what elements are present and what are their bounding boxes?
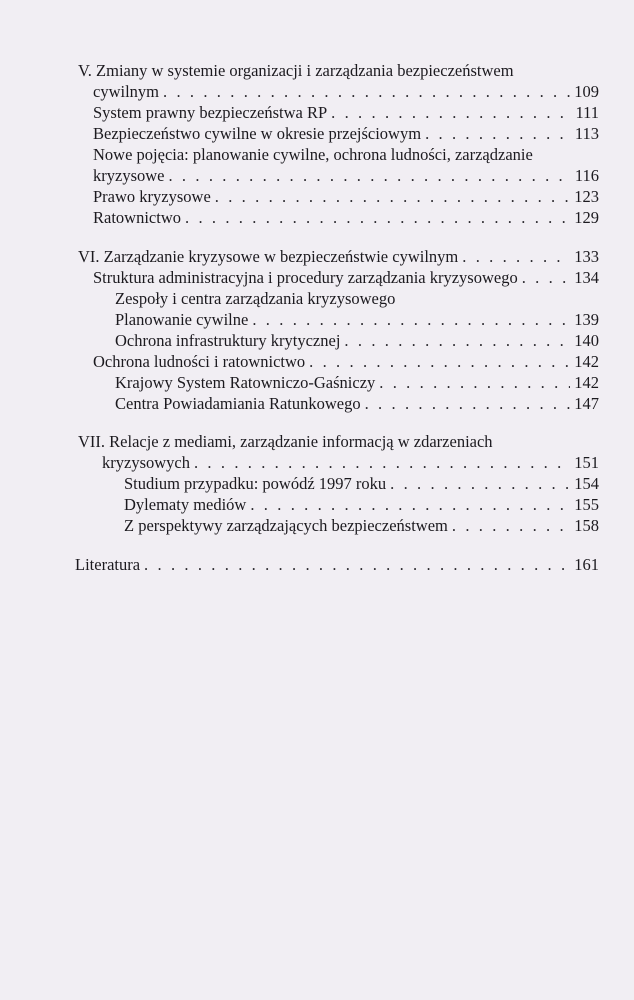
toc-bibliography [75, 554, 599, 575]
page-number: 129 [574, 208, 599, 227]
dot-leader [425, 123, 571, 144]
chapter-heading: VII. Relacje z mediami, zarządzanie informacją w zdarzeniach [78, 432, 493, 451]
section-title: System prawny bezpieczeństwa RP [93, 103, 328, 122]
page-number: 140 [574, 331, 599, 350]
subsection-title: Centra Powiadamiania Ratunkowego [115, 394, 361, 413]
toc-item [93, 207, 599, 228]
page-number: 111 [575, 103, 599, 122]
bibliography-title: Literatura [75, 555, 141, 574]
page-number: 158 [574, 516, 599, 535]
toc-line [115, 309, 599, 330]
page-number: 109 [574, 82, 599, 101]
toc-item [124, 515, 599, 536]
dot-leader [309, 351, 570, 372]
page-number: 151 [574, 453, 599, 472]
chapter-heading-cont: cywilnym [93, 82, 159, 101]
dot-leader [365, 393, 571, 414]
toc-item [93, 267, 599, 288]
toc-item [124, 494, 599, 515]
section-title: Bezpieczeństwo cywilne w okresie przejściowym [93, 124, 422, 143]
toc-item [93, 144, 599, 186]
chapter-heading-cont: kryzysowych [102, 453, 190, 472]
section-title: Prawo kryzysowe [93, 187, 211, 206]
section-title: Z perspektywy zarządzających bezpieczeństwem [124, 516, 448, 535]
dot-leader [379, 372, 570, 393]
dot-leader [144, 554, 570, 575]
section-title: Dylematy mediów [124, 495, 247, 514]
dot-leader [331, 102, 571, 123]
dot-leader [194, 452, 570, 473]
dot-leader [390, 473, 570, 494]
subsection-title: Ochrona infrastruktury krytycznej [115, 331, 341, 350]
toc-item [115, 330, 599, 351]
dot-leader [163, 81, 570, 102]
dot-leader [452, 515, 570, 536]
page-number: 154 [574, 474, 599, 493]
page-number: 116 [574, 166, 599, 185]
toc-item [93, 123, 599, 144]
dot-leader [252, 309, 570, 330]
toc-chapter-vi [78, 246, 599, 267]
dot-leader [522, 267, 571, 288]
section-title: Ratownictwo [93, 208, 181, 227]
page-number: 113 [574, 124, 599, 143]
toc-item [124, 473, 599, 494]
toc-item [93, 186, 599, 207]
chapter-heading: V. Zmiany w systemie organizacji i zarządzania bezpieczeństwem [78, 61, 514, 80]
page-number: 147 [574, 394, 599, 413]
toc-line [78, 81, 599, 102]
subsection-title: Zespoły i centra zarządzania kryzysowego [115, 289, 396, 308]
page-number: 155 [574, 495, 599, 514]
dot-leader [344, 330, 570, 351]
subsection-title: Krajowy System Ratowniczo-Gaśniczy [115, 373, 376, 392]
dot-leader [462, 246, 570, 267]
toc-line [78, 452, 599, 473]
section-title: Ochrona ludności i ratownictwo [93, 352, 306, 371]
page-number: 134 [574, 268, 599, 287]
dot-leader [250, 494, 570, 515]
dot-leader [168, 165, 570, 186]
toc-item [115, 372, 599, 393]
subsection-title: Planowanie cywilne [115, 310, 249, 329]
page-number: 123 [574, 187, 599, 206]
dot-leader [215, 186, 570, 207]
page-number: 139 [574, 310, 599, 329]
page-number: 142 [574, 373, 599, 392]
page-number: 133 [574, 247, 599, 266]
chapter-heading: VI. Zarządzanie kryzysowe w bezpieczeństwie cywilnym [78, 247, 459, 266]
section-title: Nowe pojęcia: planowanie cywilne, ochrona ludności, zarządzanie [93, 145, 533, 164]
toc-item [115, 393, 599, 414]
page-number: 142 [574, 352, 599, 371]
toc-item [93, 351, 599, 372]
section-title-cont: kryzysowe [93, 166, 165, 185]
section-title: Struktura administracyjna i procedury zarządzania kryzysowego [93, 268, 518, 287]
dot-leader [185, 207, 570, 228]
toc-chapter-vii [78, 431, 599, 473]
toc-item [93, 102, 599, 123]
toc-item [115, 288, 599, 330]
section-title: Studium przypadku: powódź 1997 roku [124, 474, 387, 493]
toc-chapter-v [78, 60, 599, 102]
toc-line [93, 165, 599, 186]
page-number: 161 [574, 555, 599, 574]
